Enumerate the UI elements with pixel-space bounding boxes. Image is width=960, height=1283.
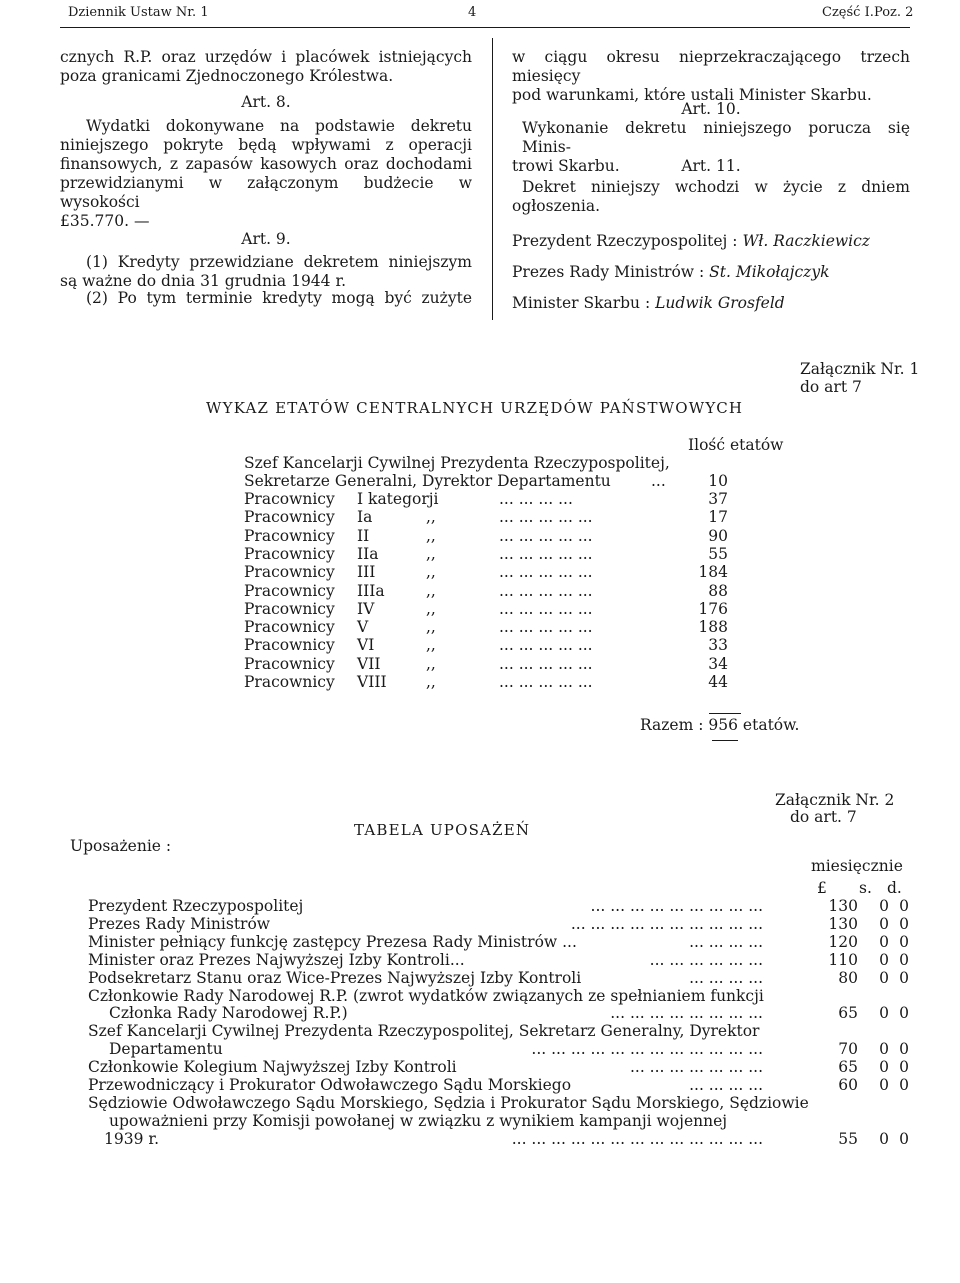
salary-position: Departamentu [109,1040,223,1059]
position-label: Pracownicy [244,599,335,618]
salary-position: 1939 r. [104,1129,160,1148]
salary-position: Prezydent Rzeczypospolitej [88,897,304,915]
salary-position: Członkowie Kolegium Najwyższej Izby Kontroli [88,1058,457,1077]
pence-value: 0 [889,1130,909,1149]
table-row [244,673,744,692]
annex1-total [640,716,799,735]
posts-count: 34 [708,654,728,673]
position-label: Pracownicy [244,673,335,691]
table-row [244,618,744,637]
dot-leader: ... ... ... ... [689,932,763,951]
table-row [244,545,744,564]
grade: II [357,526,370,545]
ditto-mark: ,, [426,544,436,563]
grade: I kategorji [357,490,439,508]
text-line: ogłoszenia. [512,197,601,215]
grade: V [357,618,369,637]
text-line: przewidzianymi w załączonym budżecie w wysokości [60,174,472,211]
table-row [244,655,744,674]
signature-treasury-minister [512,294,785,313]
table-row [244,508,744,527]
pounds-value: 110 [825,951,858,970]
grade: VIII [357,673,387,691]
salary-position: Członkowie Rady Narodowej R.P. (zwrot wydatków związanych ze spełnianiem funkcji [88,986,764,1005]
signature-title: Prezydent Rzeczypospolitej : [512,232,738,250]
annex2-section-label: Uposażenie : [70,837,172,855]
annex1-label: Załącznik Nr. 1 [800,360,920,378]
shillings-value: 0 [869,897,889,916]
grade: VI [357,636,375,655]
header-rule [60,27,910,28]
signature-prime-minister [512,263,829,282]
position-label: Pracownicy [244,563,335,582]
pounds-value: 55 [825,1130,858,1149]
pence-value: 0 [889,933,909,952]
total-underline [712,740,738,741]
salary-position: Minister oraz Prezes Najwyższej Izby Kontroli... [88,950,465,969]
posts-count: 10 [708,472,728,490]
signature-title: Prezes Rady Ministrów : [512,263,705,281]
text-line: pod warunkami, które ustali Minister Skarbu. [512,86,872,104]
shillings-value: 0 [869,933,889,952]
signature-name: St. Mikołajczyk [709,263,830,281]
art8-text [60,117,472,231]
dot-leader: ... ... ... ... ... [499,618,593,637]
total-label: Razem : [640,716,704,734]
dot-leader: ... ... ... ... ... [499,544,593,563]
position-label: Pracownicy [244,654,335,673]
pounds-value: 130 [825,915,858,934]
page-number: 4 [468,5,477,20]
ditto-mark: ,, [426,563,436,582]
posts-count: 184 [698,563,728,582]
pence-value: 0 [889,969,909,988]
art9-heading: Art. 9. [241,230,291,248]
pounds-value: 120 [825,933,858,952]
text-line: Wykonanie dekretu niniejszego porucza się Minis- [522,119,910,156]
table-row [88,915,908,934]
salary-position: Przewodniczący i Prokurator Odwoławczego Sądu Morskiego [88,1076,572,1094]
position-label: Poz. 2 [874,5,914,20]
pounds-value: 65 [825,1058,858,1077]
table-row [88,897,908,916]
pounds-value: 65 [825,1004,858,1023]
posts-count: 88 [708,581,728,600]
table-row [244,563,744,582]
position-label: Pracownicy [244,508,335,527]
ditto-mark: ,, [426,599,436,618]
position-label: Pracownicy [244,526,335,545]
pence-value: 0 [889,915,909,934]
posts-count: 90 [708,526,728,545]
dot-leader: ... ... ... ... ... [499,526,593,545]
table-row [244,636,744,655]
text-line: Wydatki dokonywane na podstawie dekretu [86,117,472,135]
dot-leader: ... ... ... ... ... ... ... ... ... [590,897,763,915]
grade: IIIa [357,581,385,600]
posts-count: 17 [708,508,728,527]
pounds-value: 70 [825,1040,858,1059]
dot-leader: ... ... ... ... ... ... ... ... ... ... ... ... [531,1040,763,1059]
dot-leader: ... ... ... ... ... [499,581,593,600]
table-row [88,987,908,1006]
art10-heading: Art. 10. [681,100,741,118]
shillings-value: 0 [869,915,889,934]
position-label: Pracownicy [244,581,335,600]
ditto-mark: ,, [426,581,436,600]
table-row [88,969,908,988]
table-row [88,951,908,970]
shillings-value: 0 [869,1040,889,1059]
signature-president [512,232,870,251]
text-line: poza granicami Zjednoczonego Królestwa. [60,67,394,85]
text-line: w ciągu okresu nieprzekraczającego trzech miesięcy [512,48,910,85]
salary-position: Prezes Rady Ministrów [88,914,271,933]
table-row [244,490,744,509]
ditto-mark: ,, [426,673,436,691]
dot-leader: ... ... ... ... ... ... ... [629,1058,763,1077]
grade: III [357,563,376,582]
grade: IV [357,599,375,618]
currency-pounds: £ [817,879,827,897]
currency-pence: d. [887,879,902,897]
ditto-mark: ,, [426,526,436,545]
signature-title: Minister Skarbu : [512,294,651,312]
shillings-value: 0 [869,951,889,970]
ditto-mark: ,, [426,654,436,673]
table-row [244,527,744,546]
position-label: Pracownicy [244,490,335,508]
position-label: Pracownicy [244,636,335,655]
pounds-value: 130 [825,897,858,916]
pounds-value: 60 [825,1076,858,1095]
table-row [88,1022,908,1041]
posts-count: 55 [708,544,728,563]
table-row [88,1094,908,1113]
grade: Ia [357,508,373,527]
column-divider [492,38,493,320]
text-line: (2) Po tym terminie kredyty mogą być zużyte [86,289,472,307]
posts-count: 33 [708,636,728,655]
total-rule [709,713,741,714]
pence-value: 0 [889,1058,909,1077]
table-row [88,1076,908,1095]
signature-name: Ludwik Grosfeld [655,294,785,312]
position-name: Sekretarze Generalni, Dyrektor Departamentu [244,472,611,490]
dot-leader: ... ... ... ... ... ... ... ... [610,1004,763,1023]
journal-title: Dziennik Ustaw Nr. 1 [68,5,209,20]
text-line: trowi Skarbu. [512,157,620,175]
art9-paragraph-2 [60,289,472,308]
dot-leader: ... ... ... ... ... [499,636,593,655]
dot-leader: ... ... ... ... [499,490,573,508]
currency-shillings: s. [859,879,872,897]
posts-count: 44 [708,673,728,691]
part-label: Część I. [822,5,874,20]
dot-leader: ... ... ... ... ... [499,508,593,527]
dot-leader: ... ... ... ... ... [499,599,593,618]
salary-position: Podsekretarz Stanu oraz Wice-Prezes Najwyższej Izby Kontroli [88,968,582,987]
annex2-title: TABELA UPOSAŻEŃ [354,821,531,839]
posts-count: 188 [698,618,728,637]
annex1-column-header: Ilość etatów [688,436,784,454]
salary-position: Sędziowie Odwoławczego Sądu Morskiego, Sędzia i Prokurator Sądu Morskiego, Sędziowie [88,1093,809,1112]
text-line: (1) Kredyty przewidziane dekretem niniejszym [86,253,472,271]
dot-leader: ... [651,472,666,490]
shillings-value: 0 [869,1004,889,1023]
dot-leader: ... ... ... ... ... [499,654,593,673]
table-row [88,1058,908,1077]
text-line: niniejszego pokryte będą wpływami z operacji [60,136,472,154]
pounds-value: 80 [825,969,858,988]
position-label: Pracownicy [244,618,335,637]
dot-leader: ... ... ... ... ... [499,673,593,691]
position-name: Szef Kancelarji Cywilnej Prezydenta Rzeczypospolitej, [244,454,670,472]
art11-heading: Art. 11. [681,157,741,175]
pence-value: 0 [889,1076,909,1095]
position-label: Pracownicy [244,544,335,563]
grade: IIa [357,544,379,563]
art8-heading: Art. 8. [241,93,291,111]
list-item [244,472,744,491]
dot-leader: ... ... ... ... ... ... ... ... ... ... [570,914,763,933]
art11-text [512,178,910,216]
salary-position: upoważnieni przy Komisji powołanej w związku z wynikiem kampanji wojennej [109,1111,728,1130]
text-line: Dekret niniejszy wchodzi w życie z dniem [522,178,910,196]
annex2-article: do art. 7 [790,808,857,826]
dot-leader: ... ... ... ... [689,968,763,987]
table-row [88,933,908,952]
pence-value: 0 [889,897,909,916]
art9-paragraph-1 [60,253,472,291]
table-row-continuation [88,1130,908,1149]
table-row-continuation [88,1040,908,1059]
dot-leader: ... ... ... ... ... ... ... ... ... ... ... ... ... [511,1129,763,1148]
text-line: £35.770. — [60,212,150,230]
salary-position: Członka Rady Narodowej R.P.) [109,1004,348,1023]
salary-position: Szef Kancelarji Cywilnej Prezydenta Rzeczypospolitej, Sekretarz Generalny, Dyrektor [88,1022,760,1041]
posts-count: 176 [698,599,728,618]
dot-leader: ... ... ... ... ... [499,563,593,582]
signature-name: Wł. Raczkiewicz [742,232,870,250]
dot-leader: ... ... ... ... [689,1076,763,1094]
annex2-label: Załącznik Nr. 2 [775,791,895,809]
pence-value: 0 [889,1004,909,1023]
annex1-article: do art 7 [800,378,862,396]
pence-value: 0 [889,1040,909,1059]
salary-position: Minister pełniący funkcję zastępcy Prezesa Rady Ministrów ... [88,932,577,951]
shillings-value: 0 [869,969,889,988]
right-column [512,48,910,105]
table-row-continuation [88,1112,908,1131]
text-line: są ważne do dnia 31 grudnia 1944 r. [60,272,347,290]
grade: VII [357,654,381,673]
table-row [244,600,744,619]
ditto-mark: ,, [426,636,436,655]
ditto-mark: ,, [426,618,436,637]
dot-leader: ... ... ... ... ... ... [649,950,763,969]
text-line: cznych R.P. oraz urzędów i placówek istniejących [60,48,472,66]
annex1-title: WYKAZ ETATÓW CENTRALNYCH URZĘDÓW PAŃSTWOWYCH [206,399,744,417]
total-unit: etatów. [742,716,800,734]
posts-count: 37 [708,490,728,508]
total-value: 956 [708,716,738,734]
annex2-period: miesięcznie [811,857,903,875]
ditto-mark: ,, [426,508,436,527]
table-row [244,582,744,601]
shillings-value: 0 [869,1076,889,1095]
table-row-continuation [88,1004,908,1023]
left-column [60,48,472,86]
pence-value: 0 [889,951,909,970]
shillings-value: 0 [869,1058,889,1077]
shillings-value: 0 [869,1130,889,1149]
text-line: finansowych, z zapasów kasowych oraz dochodami [60,155,472,173]
